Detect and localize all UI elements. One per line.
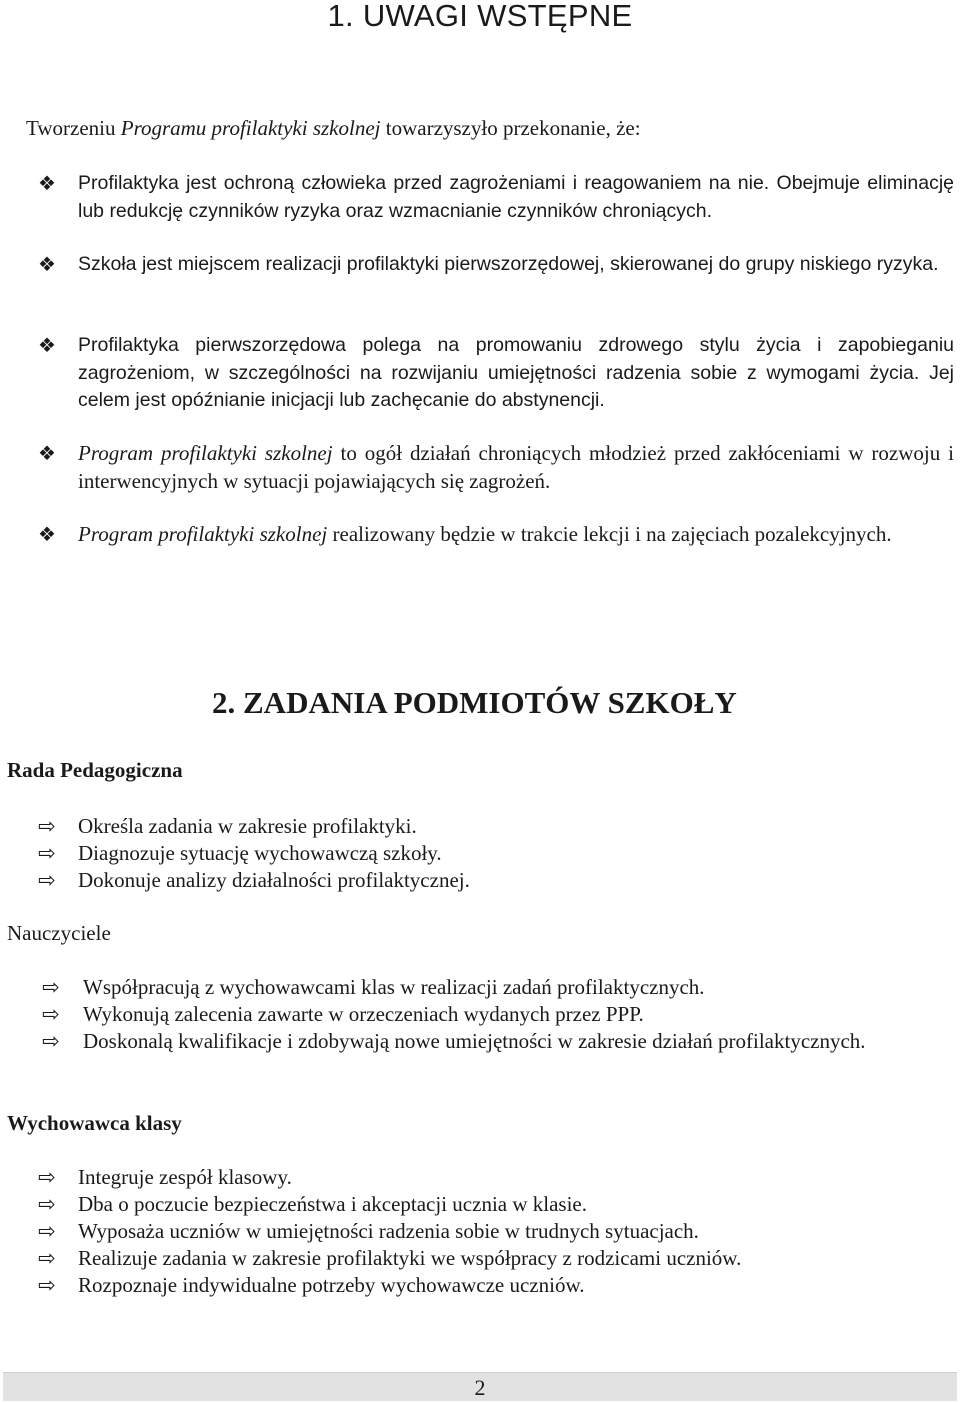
diamond-bullet-icon: ❖ bbox=[38, 173, 56, 195]
page-number: 2 bbox=[474, 1375, 486, 1400]
task-item: Integruje zespół klasowy. bbox=[78, 1165, 292, 1189]
diamond-bullet-icon: ❖ bbox=[38, 524, 56, 546]
task-item: Realizuje zadania w zakresie profilaktyki we współpracy z rodzicami uczniów. bbox=[78, 1246, 742, 1270]
hollow-arrow-icon: ⇨ bbox=[38, 1192, 56, 1216]
intro-before: Tworzeniu bbox=[26, 116, 121, 140]
bullet-3-text: Profilaktyka pierwszorzędowa polega na promowaniu zdrowego stylu życia i zapobieganiu zagrożeniom, w szczególności na rozwijaniu umiejętności radzenia sobie z wymogami życia. Jej celem jest opóźnianie inicjacji lub zachęcanie do abstynencji. bbox=[78, 334, 954, 411]
hollow-arrow-icon: ⇨ bbox=[38, 814, 56, 838]
task-item: Współpracują z wychowawcami klas w realizacji zadań profilaktycznych. bbox=[83, 975, 705, 999]
bullet-item-1 bbox=[78, 170, 954, 225]
diamond-bullet-icon: ❖ bbox=[38, 443, 56, 465]
intro-emphasis: Programu profilaktyki szkolnej bbox=[120, 116, 381, 140]
page-heading-1: 1. UWAGI WSTĘPNE bbox=[327, 0, 633, 33]
bullet-1-text: Profilaktyka jest ochroną człowieka przed zagrożeniami i reagowaniem na nie. Obejmuje eliminację lub redukcję czynników ryzyka oraz wzmacnianie czynników chroniących. bbox=[78, 172, 954, 222]
task-item: Dba o poczucie bezpieczeństwa i akceptacji ucznia w klasie. bbox=[78, 1192, 587, 1216]
task-item: Doskonalą kwalifikacje i zdobywają nowe umiejętności w zakresie działań profilaktycznych. bbox=[83, 1029, 866, 1053]
task-item: Wykonują zalecenia zawarte w orzeczeniach wydanych przez PPP. bbox=[83, 1002, 644, 1026]
task-item: Określa zadania w zakresie profilaktyki. bbox=[78, 814, 417, 838]
bullet-4-text: to ogół działań chroniących młodzież przed zakłóceniami w rozwoju i interwencyjnych w sytuacji pojawiających się zagrożeń. bbox=[78, 441, 954, 493]
bullet-item-3 bbox=[78, 332, 954, 415]
bullet-5-emphasis: Program profilaktyki szkolnej bbox=[78, 522, 328, 546]
task-item: Rozpoznaje indywidualne potrzeby wychowawcze uczniów. bbox=[78, 1273, 585, 1297]
task-item: Wyposaża uczniów w umiejętności radzenia sobie w trudnych sytuacjach. bbox=[78, 1219, 699, 1243]
bullet-item-5 bbox=[78, 521, 954, 549]
bullet-item-4 bbox=[78, 440, 954, 495]
role-title-rada: Rada Pedagogiczna bbox=[7, 758, 183, 782]
diamond-bullet-icon: ❖ bbox=[38, 335, 56, 357]
diamond-bullet-icon: ❖ bbox=[38, 254, 56, 276]
hollow-arrow-icon: ⇨ bbox=[38, 1273, 56, 1297]
hollow-arrow-icon: ⇨ bbox=[38, 1246, 56, 1270]
hollow-arrow-icon: ⇨ bbox=[42, 975, 60, 999]
task-item: Dokonuje analizy działalności profilaktycznej. bbox=[78, 868, 470, 892]
bullet-2-text: Szkoła jest miejscem realizacji profilaktyki pierwszorzędowej, skierowanej do grupy niskiego ryzyka. bbox=[78, 253, 939, 275]
hollow-arrow-icon: ⇨ bbox=[38, 841, 56, 865]
hollow-arrow-icon: ⇨ bbox=[38, 1219, 56, 1243]
intro-after: towarzyszyło przekonanie, że: bbox=[380, 116, 641, 140]
bullet-4-emphasis: Program profilaktyki szkolnej bbox=[78, 441, 333, 465]
hollow-arrow-icon: ⇨ bbox=[42, 1002, 60, 1026]
hollow-arrow-icon: ⇨ bbox=[42, 1029, 60, 1053]
intro-paragraph bbox=[26, 115, 641, 142]
hollow-arrow-icon: ⇨ bbox=[38, 868, 56, 892]
bullet-item-2 bbox=[78, 251, 954, 279]
task-item: Diagnozuje sytuację wychowawczą szkoły. bbox=[78, 841, 442, 865]
role-title-wychowawca: Wychowawca klasy bbox=[7, 1111, 182, 1135]
role-title-nauczyciele: Nauczyciele bbox=[7, 921, 111, 945]
hollow-arrow-icon: ⇨ bbox=[38, 1165, 56, 1189]
page-heading-2: 2. ZADANIA PODMIOTÓW SZKOŁY bbox=[212, 685, 737, 720]
bullet-5-text: realizowany będzie w trakcie lekcji i na zajęciach pozalekcyjnych. bbox=[327, 522, 892, 546]
